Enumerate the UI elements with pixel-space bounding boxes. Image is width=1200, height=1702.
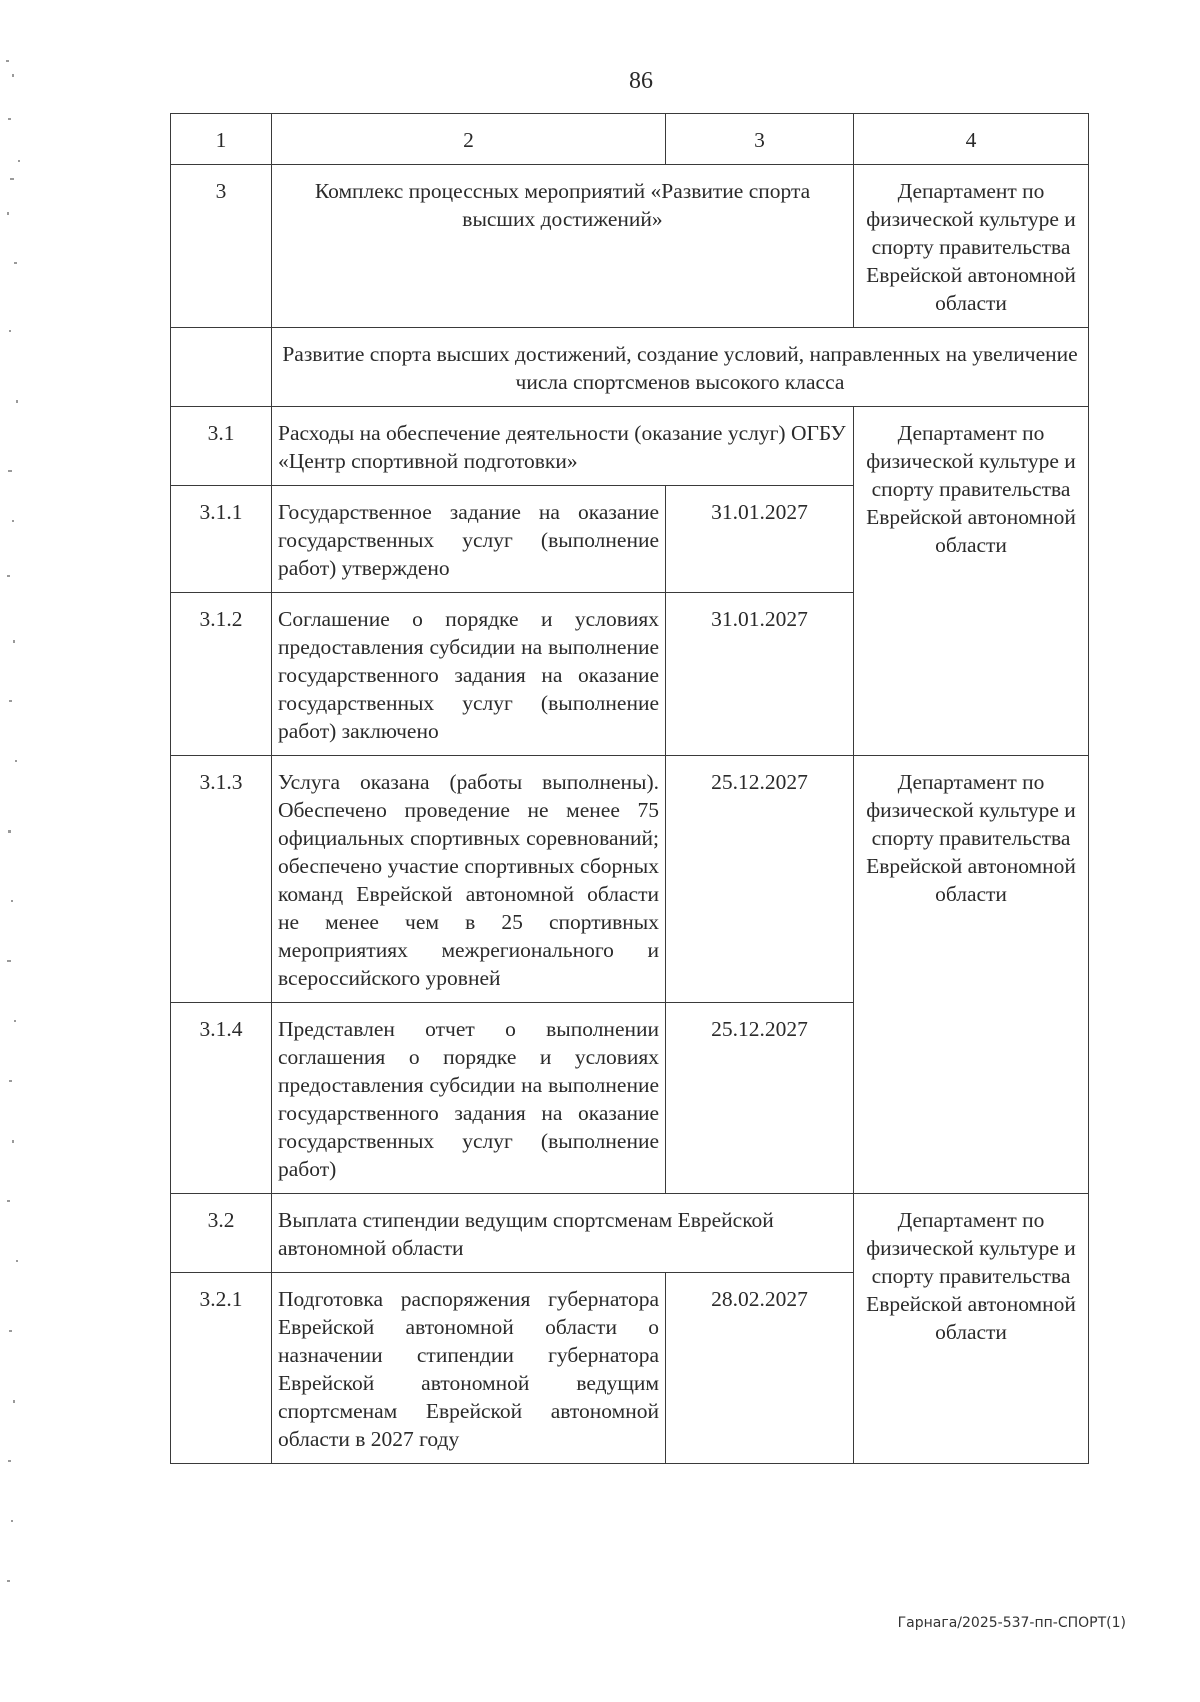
row-date: 31.01.2027: [666, 593, 854, 756]
row-name: Государственное задание на оказание государственных услуг (выполнение работ) утверждено: [272, 486, 666, 593]
header-col-2: 2: [272, 114, 666, 165]
row-name: Выплата стипендии ведущим спортсменам Еврейской автономной области: [272, 1194, 854, 1273]
document-footer-id: Гарнага/2025-537-пп-СПОРТ(1): [897, 1615, 1126, 1631]
table-row: [171, 1194, 1089, 1273]
table-row: [171, 328, 1089, 407]
row-date: 31.01.2027: [666, 486, 854, 593]
row-number: 3.1.4: [171, 1003, 272, 1194]
task-text: Развитие спорта высших достижений, создание условий, направленных на увеличение числа спортсменов высокого класса: [272, 328, 1089, 407]
row-number: 3.1.2: [171, 593, 272, 756]
table-row: [171, 407, 1089, 486]
row-number: 3.1.3: [171, 756, 272, 1003]
plan-table: [170, 113, 1089, 1464]
page-number: 86: [629, 68, 653, 94]
header-col-3: 3: [666, 114, 854, 165]
table-row: [171, 756, 1089, 1003]
row-responsible: Департамент по физической культуре и спорту правительства Еврейской автономной области: [854, 165, 1089, 328]
row-number-empty: [171, 328, 272, 407]
row-responsible: Департамент по физической культуре и спорту правительства Еврейской автономной области: [854, 407, 1089, 756]
row-name: Комплекс процессных мероприятий «Развитие спорта высших достижений»: [272, 165, 854, 328]
scan-edge-artifacts: [4, 0, 38, 1702]
row-number: 3.1.1: [171, 486, 272, 593]
row-number: 3.1: [171, 407, 272, 486]
row-date: 25.12.2027: [666, 756, 854, 1003]
row-name: Услуга оказана (работы выполнены). Обеспечено проведение не менее 75 официальных спортивных соревнований; обеспечено участие спортивных сборных команд Еврейской автономной области не менее чем в 25 спортивных мероприятиях межрегионального и всероссийского уровней: [272, 756, 666, 1003]
table-row: [171, 165, 1089, 328]
row-number: 3.2.1: [171, 1273, 272, 1464]
row-date: 28.02.2027: [666, 1273, 854, 1464]
row-number: 3: [171, 165, 272, 328]
header-col-1: 1: [171, 114, 272, 165]
row-name: Расходы на обеспечение деятельности (оказание услуг) ОГБУ «Центр спортивной подготовки»: [272, 407, 854, 486]
row-responsible: Департамент по физической культуре и спорту правительства Еврейской автономной области: [854, 756, 1089, 1194]
row-name: Представлен отчет о выполнении соглашения о порядке и условиях предоставления субсидии на выполнение государственного задания на оказание государственных услуг (выполнение работ): [272, 1003, 666, 1194]
row-responsible: Департамент по физической культуре и спорту правительства Еврейской автономной области: [854, 1194, 1089, 1464]
row-number: 3.2: [171, 1194, 272, 1273]
header-col-4: 4: [854, 114, 1089, 165]
row-date: 25.12.2027: [666, 1003, 854, 1194]
row-name: Подготовка распоряжения губернатора Еврейской автономной области о назначении стипендии губернатора Еврейской автономной ведущим спортсменам Еврейской автономной области в 2027 году: [272, 1273, 666, 1464]
row-name: Соглашение о порядке и условиях предоставления субсидии на выполнение государственного задания на оказание государственных услуг (выполнение работ) заключено: [272, 593, 666, 756]
table-header-row: [171, 114, 1089, 165]
